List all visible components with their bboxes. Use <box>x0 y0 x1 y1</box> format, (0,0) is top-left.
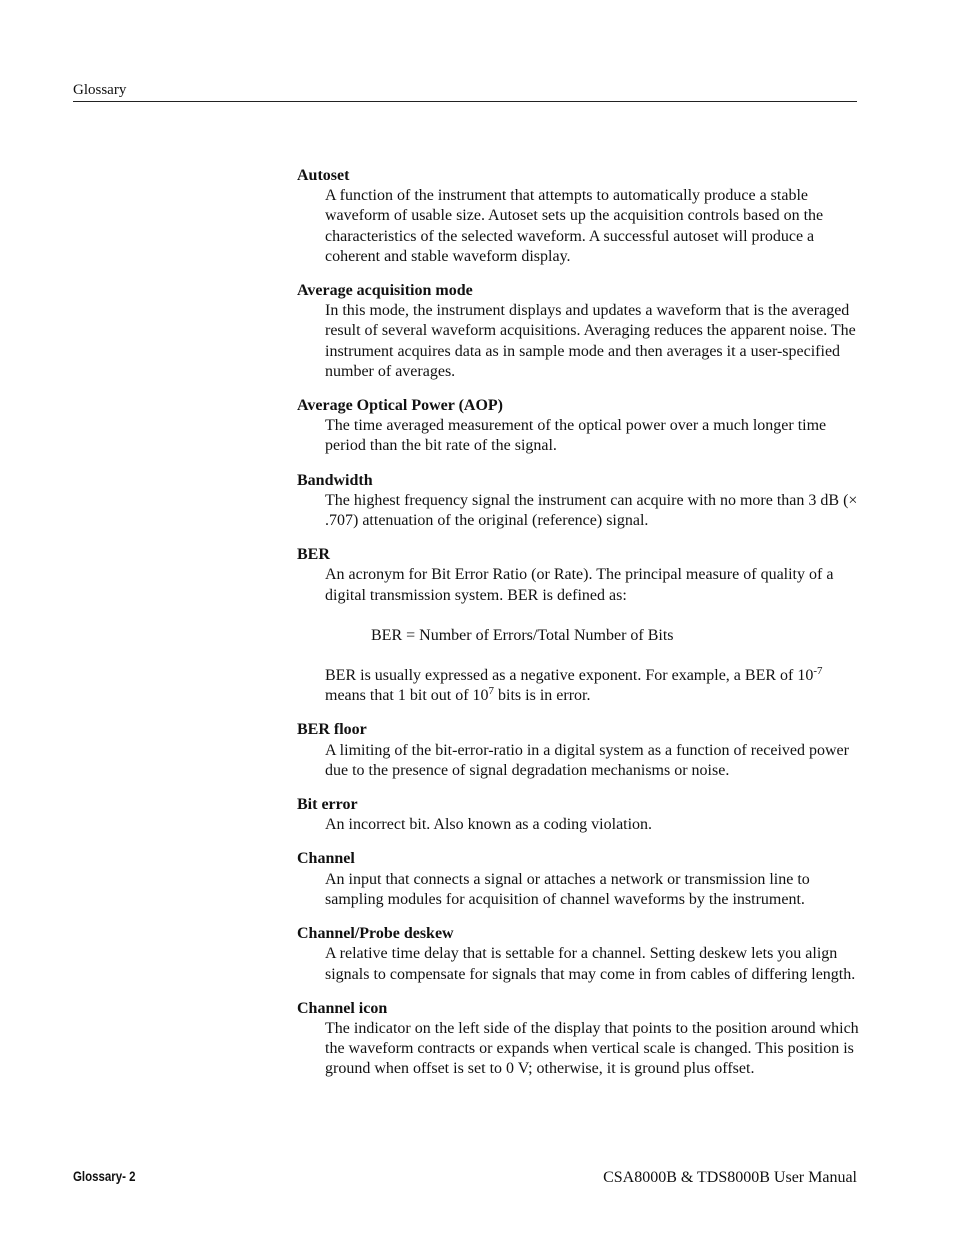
glossary-entry-ber-floor <box>297 720 862 781</box>
glossary-entry-channel-icon <box>297 999 862 1080</box>
term: Average Optical Power (AOP) <box>297 397 504 415</box>
definition-note <box>325 666 862 706</box>
term: Channel/Probe deskew <box>297 925 454 943</box>
glossary-list <box>297 166 862 1094</box>
term: Bandwidth <box>297 471 373 489</box>
note-text: means that 1 bit out of 10 <box>325 687 489 705</box>
term: BER floor <box>297 721 367 739</box>
glossary-entry-bandwidth <box>297 471 862 532</box>
glossary-entry-channel-probe-deskew <box>297 924 862 985</box>
term: Average acquisition mode <box>297 282 473 300</box>
section-title: Glossary <box>73 82 127 98</box>
definition: The highest frequency signal the instrument can acquire with no more than 3 dB (× .707) attenuation of the original (reference) signal. <box>325 491 858 530</box>
definition: A relative time delay that is settable for a channel. Setting deskew lets you align signals to compensate for signals that may come in from cables of differing length. <box>325 945 856 983</box>
definition: The indicator on the left side of the display that points to the position around which the waveform contracts or expands when vertical scale is changed. This position is ground when offset is set to 0 V; otherwise, it is ground plus offset. <box>325 1019 859 1078</box>
definition: An acronym for Bit Error Ratio (or Rate). The principal measure of quality of a digital transmission system. BER is defined as: <box>325 566 834 604</box>
definition: An incorrect bit. Also known as a coding violation. <box>325 816 653 834</box>
glossary-entry-channel <box>297 849 862 910</box>
glossary-entry-average-optical-power <box>297 396 862 457</box>
definition: A function of the instrument that attempts to automatically produce a stable waveform of usable size. Autoset sets up the acquisition controls based on the characteristics of the selected waveform. A successful autoset will produce a coherent and stable waveform display. <box>325 187 824 265</box>
term: BER <box>297 546 330 564</box>
definition: An input that connects a signal or attaches a network or transmission line to sampling modules for acquisition of channel waveforms by the instrument. <box>325 870 810 908</box>
definition: The time averaged measurement of the optical power over a much longer time period than the bit rate of the signal. <box>325 417 827 455</box>
term: Bit error <box>297 796 358 814</box>
glossary-entry-bit-error <box>297 795 862 835</box>
glossary-entry-ber <box>297 545 862 706</box>
definition: A limiting of the bit-error-ratio in a digital system as a function of received power due to the presence of signal degradation mechanisms or noise. <box>325 741 849 779</box>
note-text: BER is usually expressed as a negative exponent. For example, a BER of 10 <box>325 667 814 685</box>
manual-title: CSA8000B & TDS8000B User Manual <box>603 1169 857 1186</box>
running-header <box>73 82 857 102</box>
definition-block <box>325 565 862 706</box>
definition: In this mode, the instrument displays and updates a waveform that is the averaged result of several waveform acquisitions. Averaging reduces the apparent noise. The instrument acquires data as in sample mode and then averages it a user-specified number of averages. <box>325 302 856 380</box>
note-text: bits is in error. <box>494 687 591 705</box>
formula: BER = Number of Errors/Total Number of Bits <box>371 626 674 644</box>
term: Channel <box>297 850 355 868</box>
glossary-entry-average-acquisition-mode <box>297 281 862 382</box>
glossary-entry-autoset <box>297 166 862 267</box>
exponent: 7 <box>488 685 495 698</box>
exponent: -7 <box>813 665 823 678</box>
term: Autoset <box>297 167 350 184</box>
page-number: Glossary- 2 <box>73 1168 136 1184</box>
term: Channel icon <box>297 999 388 1017</box>
